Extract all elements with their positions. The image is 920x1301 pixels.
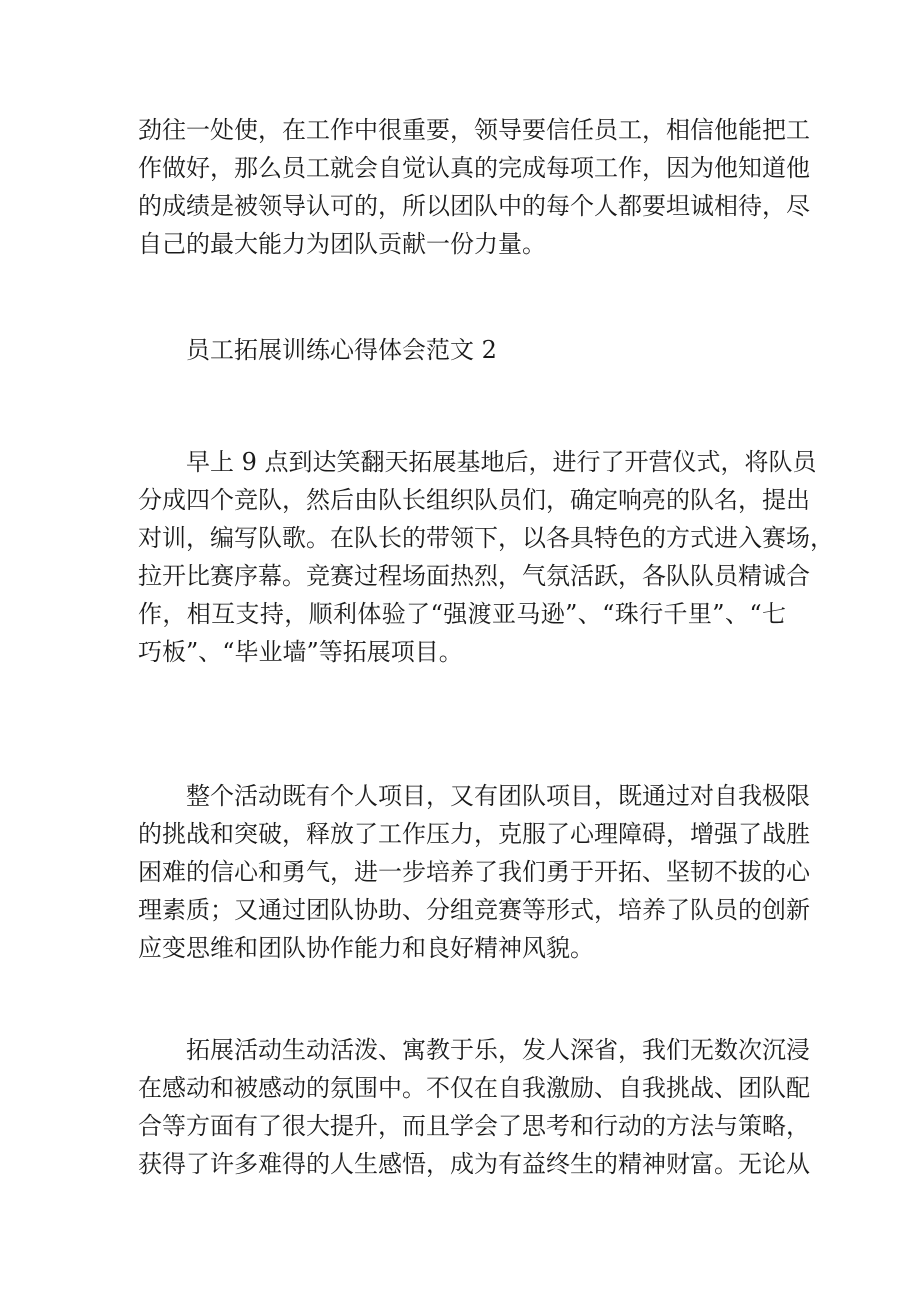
paragraph-line: 合等方面有了很大提升，而且学会了思考和行动的方法与策略， [138, 1112, 810, 1140]
paragraph-line: 作，相互支持，顺利体验了“强渡亚马逊”、“珠行千里”、“七 [138, 600, 786, 628]
paragraph-line: 获得了许多难得的人生感悟，成为有益终生的精神财富。无论从 [138, 1150, 810, 1178]
paragraph-line: 自己的最大能力为团队贡献一份力量。 [138, 230, 546, 258]
paragraph-1 [138, 111, 810, 263]
paragraph-line: 困难的信心和勇气，进一步培养了我们勇于开拓、坚韧不拔的心 [138, 858, 810, 886]
paragraph-line: 作做好，那么员工就会自觉认真的完成每项工作，因为他知道他 [138, 154, 810, 182]
paragraph-4 [138, 1031, 810, 1183]
paragraph-2 [138, 443, 834, 671]
paragraph-line: 分成四个竞队，然后由队长组织队员们，确定响亮的队名，提出 [138, 486, 810, 514]
paragraph-line: 拉开比赛序幕。竞赛过程场面热烈，气氛活跃，各队队员精诚合 [138, 562, 810, 590]
paragraph-line: 对训，编写队歌。在队长的带领下，以各具特色的方式进入赛场， [138, 524, 834, 552]
paragraph-line: 理素质；又通过团队协助、分组竞赛等形式，培养了队员的创新 [138, 896, 810, 924]
paragraph-line: 的挑战和突破，释放了工作压力，克服了心理障碍，增强了战胜 [138, 820, 810, 848]
paragraph-line: 整个活动既有个人项目，又有团队项目，既通过对自我极限 [186, 782, 810, 810]
paragraph-3 [138, 777, 810, 967]
paragraph-line: 拓展活动生动活泼、寓教于乐，发人深省，我们无数次沉浸 [186, 1036, 810, 1064]
paragraph-line: 的成绩是被领导认可的，所以团队中的每个人都要坦诚相待，尽 [138, 192, 810, 220]
paragraph-line: 巧板”、“毕业墙”等拓展项目。 [138, 638, 463, 666]
paragraph-line: 早上 9 点到达笑翻天拓展基地后，进行了开营仪式，将队员 [186, 448, 817, 476]
section-heading-text: 员工拓展训练心得体会范文 2 [186, 336, 497, 364]
paragraph-line: 应变思维和团队协作能力和良好精神风貌。 [138, 934, 594, 962]
paragraph-line: 劲往一处使，在工作中很重要，领导要信任员工，相信他能把工 [138, 116, 810, 144]
section-heading [138, 331, 786, 369]
paragraph-line: 在感动和被感动的氛围中。不仅在自我激励、自我挑战、团队配 [138, 1074, 810, 1102]
